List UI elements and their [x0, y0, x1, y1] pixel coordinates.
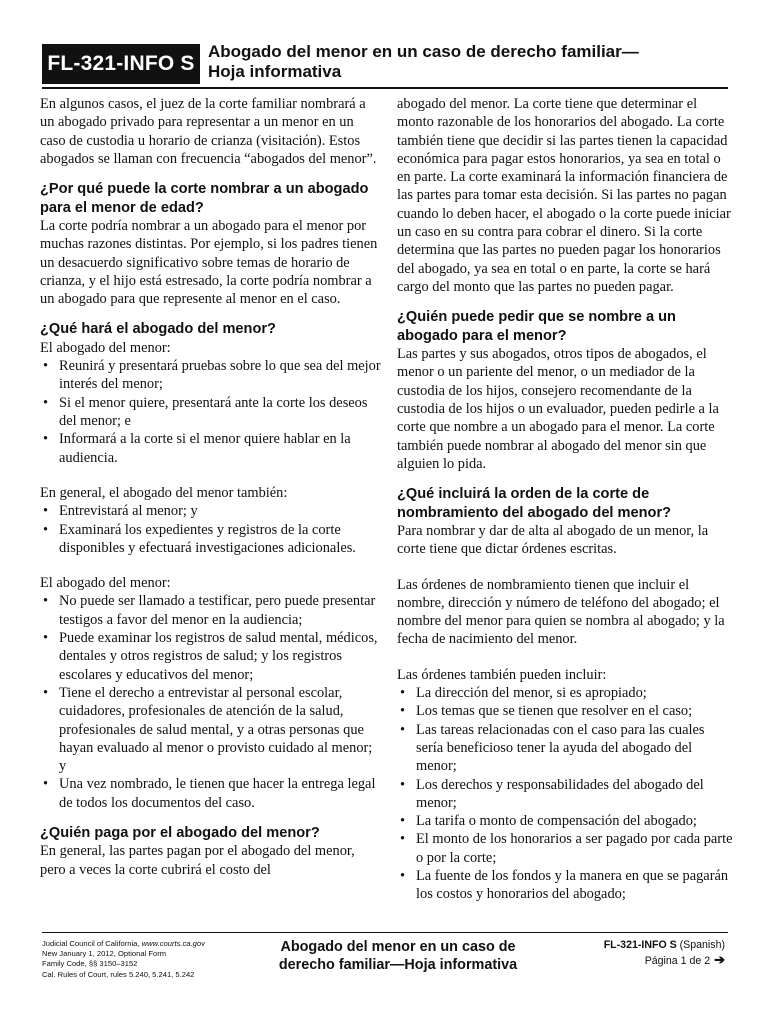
heading-who: ¿Quién puede pedir que se nombre a un abogado para el menor?: [397, 309, 676, 344]
footer-form-info: [604, 939, 725, 968]
header-divider: [42, 87, 728, 89]
footer-title-line-2: derecho familiar—Hoja informativa: [278, 957, 518, 973]
footer-citations: [42, 939, 205, 980]
order-paragraph-2: Las órdenes de nombramiento tienen que incluir el nombre, dirección y número de teléfono del abogado; el nombre del menor para quien se nombra al abogado; y la fecha de nacimiento del menor.: [397, 576, 725, 648]
list-item: • La tarifa o monto de compensación del abogado;: [397, 812, 733, 830]
also-intro: En general, el abogado del menor también:: [40, 484, 288, 501]
footer-form-id: FL-321-INFO S: [603, 939, 677, 951]
list-item: • Informará a la corte si el menor quiere hablar en la audiencia.: [40, 430, 382, 467]
council-url[interactable]: www.courts.ca.gov: [141, 939, 205, 948]
council-name: Judicial Council of California,: [42, 939, 142, 948]
footer-title: [258, 938, 538, 974]
list-item: • Puede examinar los registros de salud mental, médicos, dentales y otros registros de salud; y los registros escolares y educativos del menor;: [40, 629, 382, 684]
page-number: Página 1 de 2: [644, 954, 711, 967]
footer-form-line: [604, 939, 725, 953]
list-item: • Los temas que se tienen que resolver en el caso;: [397, 702, 733, 720]
pay-continued-paragraph: abogado del menor. La corte tiene que determinar el monto razonable de los honorarios del abogado. La corte también tiene que decidir si las partes tienen la capacidad económica para pagar estos honorarios, ya sea en total o en parte. La corte examinará la información financiera de las partes para tomar esta decisión. Si las partes no pagan cuando lo deben hacer, el abogado o la corte puede iniciar un caso en su contra para cobrar el dinero. Si la corte determina que las partes no pueden pagar los honorarios del abogado, ya sea en total o en parte, la corte se hará cargo del monto que las partes no pueden pagar.: [397, 96, 731, 295]
list-item: • El monto de los honorarios a ser pagado por cada parte o por la corte;: [397, 830, 733, 867]
page-number-line: [604, 953, 725, 969]
may-list: [397, 684, 733, 904]
right-column: [397, 95, 733, 904]
footer-title-line-1: Abogado del menor en un caso de: [280, 939, 516, 955]
date-line: New January 1, 2012, Optional Form: [42, 949, 167, 959]
what-list: [40, 357, 382, 467]
why-paragraph: La corte podría nombrar a un abogado para el menor por muchas razones distintas. Por ejemplo, si los padres tienen un desacuerdo significativo sobre temas de horario de crianza, y el hijo está estresado, la corte podría nombrar a un abogado para que represente al menor en el caso.: [40, 218, 378, 308]
order-paragraph-1: Para nombrar y dar de alta al abogado de un menor, la corte tiene que dictar órdenes escritas.: [397, 522, 709, 558]
heading-why: ¿Por qué puede la corte nombrar a un abogado para el menor de edad?: [40, 181, 369, 216]
arrow-right-icon: ➔: [714, 951, 725, 967]
left-column: [40, 95, 382, 879]
what-intro: El abogado del menor:: [40, 339, 171, 356]
pay-paragraph: En general, las partes pagan por el abogado del menor, pero a veces la corte cubrirá el costo del: [40, 843, 355, 878]
page-title: [208, 42, 639, 82]
heading-what: ¿Qué hará el abogado del menor?: [40, 321, 276, 338]
list-item: • Una vez nombrado, le tienen que hacer la entrega legal de todos los documentos del caso.: [40, 775, 382, 812]
council-line: [42, 939, 205, 949]
who-paragraph: Las partes y sus abogados, otros tipos de abogados, el menor o un pariente del menor, o un mediador de la custodia de los hijos, consejero recomendante de la custodia de los hijos o un evaluador, pueden pedirle a la corte que nombre a un abogado para el menor. La corte también puede nombrar al abogado del menor sin que alguien lo pida.: [397, 346, 719, 472]
also-list: [40, 502, 382, 557]
heading-pay: ¿Quién paga por el abogado del menor?: [40, 825, 320, 842]
list-item: • La dirección del menor, si es apropiado;: [397, 684, 733, 702]
rules-line: Cal. Rules of Court, rules 5.240, 5.241, 5.242: [42, 969, 195, 979]
list-item: • Tiene el derecho a entrevistar al personal escolar, cuidadores, profesionales de atención de la salud, profesionales de salud mental, y a otras personas que hayan evaluado al menor o provisto cuidado al menor; y: [40, 684, 382, 775]
family-code-line: Family Code, §§ 3150–3152: [42, 959, 138, 969]
may-intro: Las órdenes también pueden incluir:: [397, 666, 607, 683]
title-line-2: Hoja informativa: [208, 62, 342, 81]
list-item: • No puede ser llamado a testificar, pero puede presentar testigos a favor del menor en la audiencia;: [40, 592, 382, 629]
list-item: • Los derechos y responsabilidades del abogado del menor;: [397, 776, 733, 813]
list-item: • Si el menor quiere, presentará ante la corte los deseos del menor; e: [40, 394, 382, 431]
rights-list: [40, 592, 382, 812]
list-item: • La fuente de los fondos y la manera en que se pagarán los costos y honorarios del abogado;: [397, 867, 733, 904]
list-item: • Examinará los expedientes y registros de la corte disponibles y efectuará investigaciones adicionales.: [40, 521, 382, 558]
form-id-badge: FL-321-INFO S: [42, 44, 200, 84]
list-item: • Entrevistará al menor; y: [40, 502, 382, 520]
list-item: • Las tareas relacionadas con el caso para las cuales sería beneficioso tener la ayuda del abogado del menor;: [397, 721, 733, 776]
title-line-1: Abogado del menor en un caso de derecho familiar—: [208, 42, 639, 61]
rights-intro: El abogado del menor:: [40, 575, 171, 592]
heading-order: ¿Qué incluirá la orden de la corte de nombramiento del abogado del menor?: [397, 486, 672, 521]
footer-language: (Spanish): [676, 939, 725, 951]
footer-divider: [42, 932, 728, 933]
list-item: • Reunirá y presentará pruebas sobre lo que sea del mejor interés del menor;: [40, 357, 382, 394]
intro-paragraph: En algunos casos, el juez de la corte familiar nombrará a un abogado privado para representar a un menor en un caso de custodia u horario de crianza (visitación). Estos abogados se llaman con frecuencia “abogados del menor”.: [40, 96, 377, 167]
